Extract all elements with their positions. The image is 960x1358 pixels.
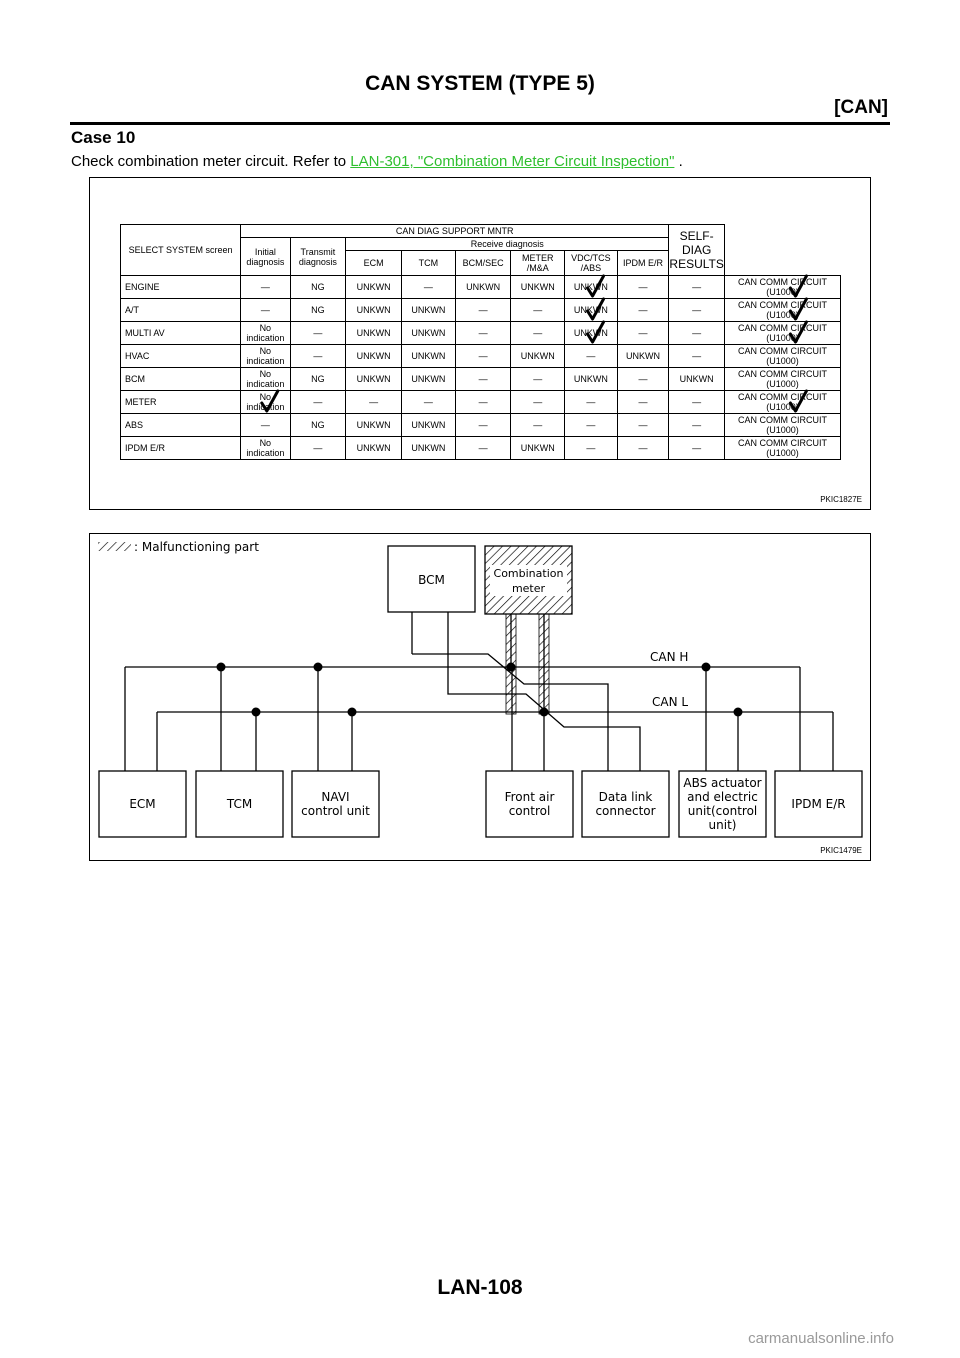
page-header-title: CAN SYSTEM (TYPE 5) (365, 72, 595, 95)
diag-value-cell: — (669, 391, 725, 414)
system-name-cell: MULTI AV (121, 322, 241, 345)
diag-value-cell: — (617, 299, 669, 322)
unit-label-line: NAVI (321, 790, 350, 804)
diag-value-cell: — (669, 299, 725, 322)
diag-value-cell: — (617, 368, 669, 391)
watermark: carmanualsonline.info (748, 1330, 894, 1347)
col-initial-diagnosis: Initial diagnosis (241, 238, 290, 276)
self-diag-result-cell: CAN COMM CIRCUIT (U1000) (725, 414, 841, 437)
unit-label-line: control (508, 804, 551, 818)
diag-value-cell: UNKWN (402, 414, 456, 437)
can-bus-wires (125, 612, 833, 771)
diag-value-cell: — (455, 414, 511, 437)
diag-value-cell: — (402, 391, 456, 414)
initial-diagnosis-cell: No indication (241, 437, 290, 460)
unit-label-line: and electric (687, 790, 758, 804)
diag-value-cell: UNKWN (346, 299, 402, 322)
hatch-legend-icon (98, 542, 131, 551)
self-diag-result-cell: CAN COMM CIRCUIT (U1000) (725, 345, 841, 368)
diag-value-cell: — (346, 391, 402, 414)
transmit-diagnosis-cell: — (290, 391, 346, 414)
diag-value-cell: UNKWN (346, 437, 402, 460)
diag-value-cell: — (511, 299, 565, 322)
initial-diagnosis-cell: — (241, 414, 290, 437)
diag-value-cell: — (455, 437, 511, 460)
diag-value-cell: UNKWN (346, 276, 402, 299)
diag-value-cell: UNKWN (617, 345, 669, 368)
col-self-diag: SELF-DIAG RESULTS (669, 225, 725, 276)
bcm-unit-label: BCM (418, 573, 445, 587)
unit-label-line: unit(control (687, 804, 758, 818)
diag-value-cell: UNKWN (346, 414, 402, 437)
transmit-diagnosis-cell: NG (290, 414, 346, 437)
unit-label-line: TCM (226, 797, 253, 811)
diag-value-cell: — (455, 299, 511, 322)
initial-diagnosis-cell: No indication (241, 391, 290, 414)
initial-diagnosis-cell: No indication (241, 322, 290, 345)
diag-value-cell: UNKWN (402, 322, 456, 345)
diag-value-cell: — (617, 414, 669, 437)
diag-value-cell: — (617, 276, 669, 299)
transmit-diagnosis-cell: — (290, 322, 346, 345)
inspection-link[interactable]: LAN-301, "Combination Meter Circuit Inspection" (350, 153, 675, 170)
unit-label-line: ABS actuator (683, 776, 762, 790)
can-wiring-figure (89, 533, 871, 861)
receive-col-header: VDC/TCS /ABS (565, 251, 618, 276)
table-row (121, 299, 841, 322)
initial-diagnosis-cell: — (241, 299, 290, 322)
table-row (121, 322, 841, 345)
diag-value-cell: — (511, 368, 565, 391)
self-diag-result-cell: CAN COMM CIRCUIT (U1000) (725, 322, 841, 345)
diag-value-cell: — (617, 391, 669, 414)
diag-value-cell: — (565, 414, 618, 437)
diag-value-cell: UNKWN (402, 345, 456, 368)
diag-value-cell: — (455, 345, 511, 368)
system-name-cell: A/T (121, 299, 241, 322)
unit-label-line: control unit (301, 804, 370, 818)
receive-col-header: BCM/SEC (455, 251, 511, 276)
transmit-diagnosis-cell: NG (290, 368, 346, 391)
table-row (121, 276, 841, 299)
can-diag-table (120, 224, 841, 460)
unit-label-line: Front air (504, 790, 555, 804)
diag-value-cell: — (565, 345, 618, 368)
diag-value-cell: UNKWN (511, 345, 565, 368)
diag-value-cell: UNKWN (565, 322, 618, 345)
figure-code: PKIC1479E (820, 846, 862, 855)
diag-table-body (121, 276, 841, 460)
diag-value-cell: UNKWN (402, 437, 456, 460)
meter-label-line-2: meter (511, 582, 546, 595)
diag-value-cell: — (511, 414, 565, 437)
diag-value-cell: — (455, 391, 511, 414)
diag-value-cell: UNKWN (346, 368, 402, 391)
diag-value-cell: UNKWN (511, 276, 565, 299)
initial-diagnosis-cell: No indication (241, 368, 290, 391)
diag-table-figure (89, 177, 871, 510)
diag-value-cell: UNKWN (346, 345, 402, 368)
diag-value-cell: — (669, 437, 725, 460)
diag-value-cell: UNKWN (565, 299, 618, 322)
diag-value-cell: — (511, 322, 565, 345)
page-number: LAN-108 (437, 1276, 523, 1299)
self-diag-result-cell: CAN COMM CIRCUIT (U1000) (725, 299, 841, 322)
unit-label-line: Data link (598, 790, 653, 804)
diag-value-cell: UNKWN (565, 368, 618, 391)
diag-value-cell: UNKWN (511, 437, 565, 460)
table-row (121, 437, 841, 460)
table-row (121, 414, 841, 437)
diag-value-cell: UNKWN (346, 322, 402, 345)
system-name-cell: IPDM E/R (121, 437, 241, 460)
system-name-cell: METER (121, 391, 241, 414)
diag-value-cell: — (565, 391, 618, 414)
transmit-diagnosis-cell: — (290, 437, 346, 460)
diag-value-cell: — (402, 276, 456, 299)
unit-label-line: IPDM E/R (791, 797, 846, 811)
intro-prefix: Check combination meter circuit. Refer to (71, 153, 351, 170)
diag-value-cell: UNKWN (455, 276, 511, 299)
self-diag-result-cell: CAN COMM CIRCUIT (U1000) (725, 437, 841, 460)
receive-col-header: TCM (402, 251, 456, 276)
diag-value-cell: — (669, 322, 725, 345)
table-row (121, 391, 841, 414)
diag-value-cell: UNKWN (402, 299, 456, 322)
system-name-cell: ABS (121, 414, 241, 437)
unit-label-line: ECM (129, 797, 156, 811)
figure-code: PKIC1827E (820, 495, 862, 504)
legend-text: : Malfunctioning part (134, 540, 259, 554)
diag-value-cell: — (617, 437, 669, 460)
intro-text (71, 153, 683, 170)
unit-label-line: unit) (708, 818, 737, 832)
diag-value-cell: — (669, 414, 725, 437)
transmit-diagnosis-cell: NG (290, 276, 346, 299)
table-row (121, 368, 841, 391)
header-rule (70, 122, 890, 125)
col-receive-diagnosis: Receive diagnosis (346, 238, 669, 251)
diag-value-cell: — (669, 345, 725, 368)
diag-value-cell: — (511, 391, 565, 414)
section-tag: [CAN] (834, 97, 888, 118)
can-l-label: CAN L (652, 695, 689, 709)
self-diag-result-cell: CAN COMM CIRCUIT (U1000) (725, 368, 841, 391)
initial-diagnosis-cell: — (241, 276, 290, 299)
diag-value-cell: UNKWN (565, 276, 618, 299)
diag-value-cell: UNKWN (669, 368, 725, 391)
diag-value-cell: — (669, 276, 725, 299)
receive-col-header: METER /M&A (511, 251, 565, 276)
system-name-cell: ENGINE (121, 276, 241, 299)
diag-value-cell: — (565, 437, 618, 460)
self-diag-result-cell: CAN COMM CIRCUIT (U1000) (725, 391, 841, 414)
diag-value-cell: — (617, 322, 669, 345)
case-title: Case 10 (71, 128, 136, 147)
col-transmit-diagnosis: Transmit diagnosis (290, 238, 346, 276)
can-h-label: CAN H (650, 650, 689, 664)
system-name-cell: HVAC (121, 345, 241, 368)
diag-value-cell: UNKWN (402, 368, 456, 391)
transmit-diagnosis-cell: NG (290, 299, 346, 322)
receive-col-header: IPDM E/R (617, 251, 669, 276)
unit-label-line: connector (595, 804, 656, 818)
table-row (121, 345, 841, 368)
diag-value-cell: — (455, 322, 511, 345)
transmit-diagnosis-cell: — (290, 345, 346, 368)
initial-diagnosis-cell: No indication (241, 345, 290, 368)
diag-value-cell: — (455, 368, 511, 391)
intro-suffix: . (674, 153, 683, 170)
can-wiring-diagram (90, 534, 870, 860)
system-name-cell: BCM (121, 368, 241, 391)
meter-label-line-1: Combination (493, 567, 564, 580)
col-select-system: SELECT SYSTEM screen (121, 225, 241, 276)
receive-col-header: ECM (346, 251, 402, 276)
col-can-diag-support: CAN DIAG SUPPORT MNTR (241, 225, 669, 238)
self-diag-result-cell: CAN COMM CIRCUIT (U1000) (725, 276, 841, 299)
